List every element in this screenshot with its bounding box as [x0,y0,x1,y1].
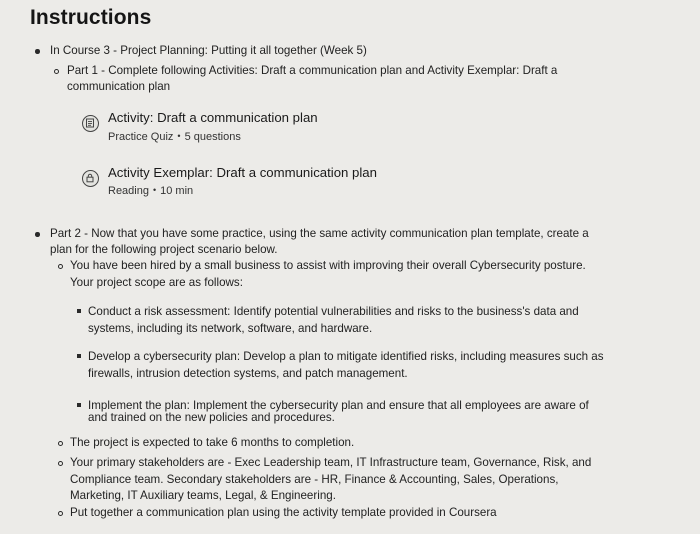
final-line: Put together a communication plan using the activity template provided in Coursera [70,506,497,519]
stakeholders-line1: Your primary stakeholders are - Exec Leadership team, IT Infrastructure team, Governance, Risk, and [70,456,592,469]
bullet [35,232,40,237]
course-line: In Course 3 - Project Planning: Putting it all together (Week 5) [50,44,367,57]
square-bullet [77,354,81,358]
sub-bullet [58,264,63,269]
scope-item-line2: systems, including its network, software, and hardware. [88,322,373,335]
scope-item-line2: firewalls, intrusion detection systems, and patch management. [88,367,408,380]
sub-bullet [54,69,59,74]
meta-separator: • [152,185,157,195]
meta-separator: • [177,131,181,141]
activity-meta [108,183,193,199]
part2-line2: plan for the following project scenario below. [50,243,278,256]
sub-bullet [58,511,63,516]
sub-bullet [58,461,63,466]
part1-line2: communication plan [67,80,171,93]
activity-type: Reading [108,185,149,197]
activity-detail: 10 min [160,185,194,197]
activity-type: Practice Quiz [108,131,174,143]
square-bullet [77,309,81,313]
hired-line2: Your project scope are as follows: [70,276,243,289]
part1-line1: Part 1 - Complete following Activities: Draft a communication plan and Activity Exemplar: Draft a [67,64,558,77]
activity-meta [108,129,241,145]
activity-title[interactable]: Activity Exemplar: Draft a communication plan [108,165,377,180]
part2-line1: Part 2 - Now that you have some practice, using the same activity communication plan template, create a [50,227,589,240]
sub-bullet [58,441,63,446]
quiz-icon [82,115,99,132]
activity-title[interactable]: Activity: Draft a communication plan [108,110,318,125]
scope-item-line2: and trained on the new policies and procedures. [88,411,335,424]
timeline-line: The project is expected to take 6 months to completion. [70,436,355,449]
page-title: Instructions [30,6,152,29]
scope-item-line1: Implement the plan: Implement the cybersecurity plan and ensure that all employees are aware of [88,399,589,412]
stakeholders-line2: Compliance team. Secondary stakeholders are - HR, Finance & Accounting, Sales, Operations, [70,473,559,486]
stakeholders-line3: Marketing, IT Auxiliary teams, Legal, & Engineering. [70,489,336,502]
reading-icon [82,170,99,187]
square-bullet [77,403,81,407]
bullet [35,49,40,54]
scope-item-line1: Develop a cybersecurity plan: Develop a plan to mitigate identified risks, including measures such as [88,350,604,363]
activity-detail: 5 questions [184,131,241,143]
hired-line1: You have been hired by a small business to assist with improving their overall Cybersecurity posture. [70,259,586,272]
scope-item-line1: Conduct a risk assessment: Identify potential vulnerabilities and risks to the business's data and [88,305,579,318]
